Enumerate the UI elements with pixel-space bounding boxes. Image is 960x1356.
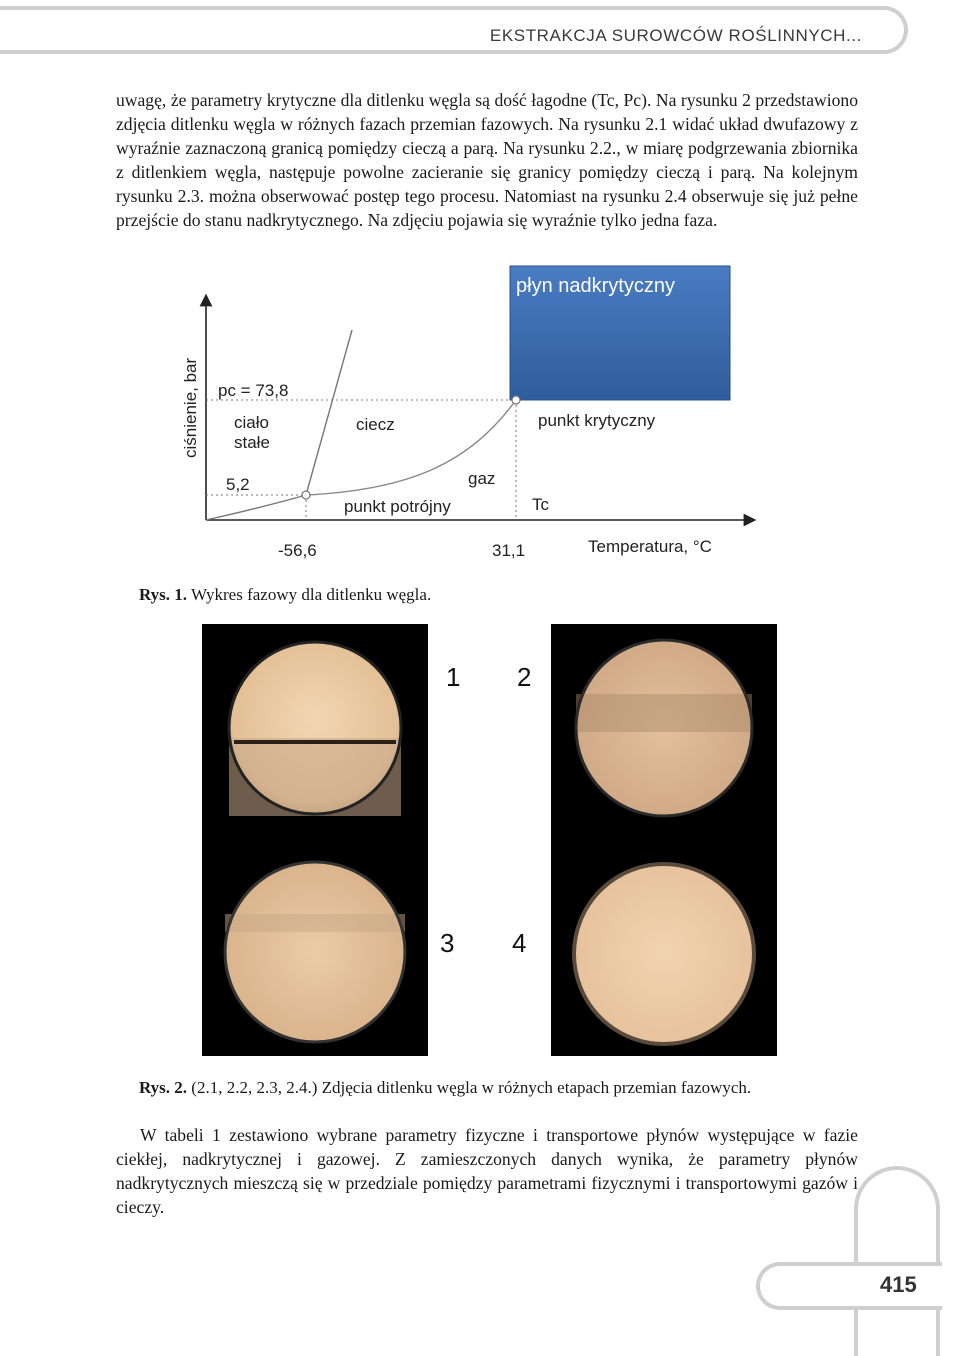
melting-curve [306, 330, 352, 495]
page-tab-frame [854, 1166, 940, 1356]
liquid-label: ciecz [356, 415, 395, 434]
photo-right-drawing [551, 624, 777, 1056]
body-paragraph-2: W tabeli 1 zestawiono wybrane parametry fizyczne i transportowe płynów występujące w fazie ciekłej, nadkrytycznej i gazowej. Z zamieszczonych danych wynika, że parametry płynów nadkrytycznych mieszczą się w przedziale pomiędzy parametrami fizycznymi i transportowymi gazów i cieczy. [116, 1125, 858, 1217]
photo-panel-right [551, 624, 777, 1056]
tc-label: Tc [532, 495, 549, 514]
photo-number-4: 4 [512, 928, 527, 958]
photo-number-2: 2 [517, 662, 532, 692]
y-axis-label: ciśnienie, bar [181, 357, 200, 458]
t-critical-label: 31,1 [492, 541, 526, 560]
figure-1-caption-text: Wykres fazowy dla ditlenku węgla. [187, 585, 432, 604]
body-paragraph-1: uwagę, że parametry krytyczne dla ditlenku węgla są dość łagodne (Tc, Pc). Na rysunku 2 przedstawiono zdjęcia ditlenku węgla w różnych fazach przemian fazowych. Na rysunku 2.1 widać układ dwufazowy z wyraźnie zaznaczoną granicą pomiędzy cieczą a parą. Na rysunku 2.2., w miarę podgrzewania zbiornika z ditlenkiem węgla, następuje powolne zacieranie się granicy pomiędzy cieczą i parą. Na kolejnym rysunku 2.3. można obserwować postęp tego procesu. Natomiast na rysunku 2.4 obserwuje się już pełne przejście do stanu nadkrytycznego. Na zdjęciu pojawia się wyraźnie tylko jedna faza. [116, 90, 858, 230]
figure-2-caption-label: Rys. 2. [139, 1078, 188, 1097]
t-triple-label: -56,6 [278, 541, 317, 560]
page-number: 415 [880, 1272, 917, 1297]
triple-point [302, 491, 310, 499]
critical-point [512, 396, 520, 404]
sublimation-curve [206, 495, 306, 520]
p-triple-label: 5,2 [226, 475, 250, 494]
photo-number-1: 1 [446, 662, 461, 692]
pc-label: pc = 73,8 [218, 381, 289, 400]
figure-2-caption [139, 1077, 751, 1099]
solid-label-2: stałe [234, 433, 270, 452]
figure-1-caption-label: Rys. 1. [139, 585, 188, 604]
supercritical-label: płyn nadkrytyczny [516, 275, 675, 297]
gas-label: gaz [468, 469, 496, 488]
running-header-title: EKSTRAKCJA SUROWCÓW ROŚLINNYCH... [489, 26, 862, 45]
critical-point-label: punkt krytyczny [538, 411, 656, 430]
photo-panel-left [202, 624, 428, 1056]
triple-point-label: punkt potrójny [344, 497, 451, 516]
solid-label-1: ciało [234, 413, 269, 432]
photo-number-3: 3 [440, 928, 455, 958]
x-axis-label: Temperatura, °C [588, 537, 712, 556]
phase-diagram [170, 258, 770, 578]
figure-2-caption-text: (2.1, 2.2, 2.3, 2.4.) Zdjęcia ditlenku węgla w różnych etapach przemian fazowych. [187, 1078, 752, 1097]
figure-1-caption [139, 584, 431, 606]
photo-left-drawing [202, 624, 428, 1056]
